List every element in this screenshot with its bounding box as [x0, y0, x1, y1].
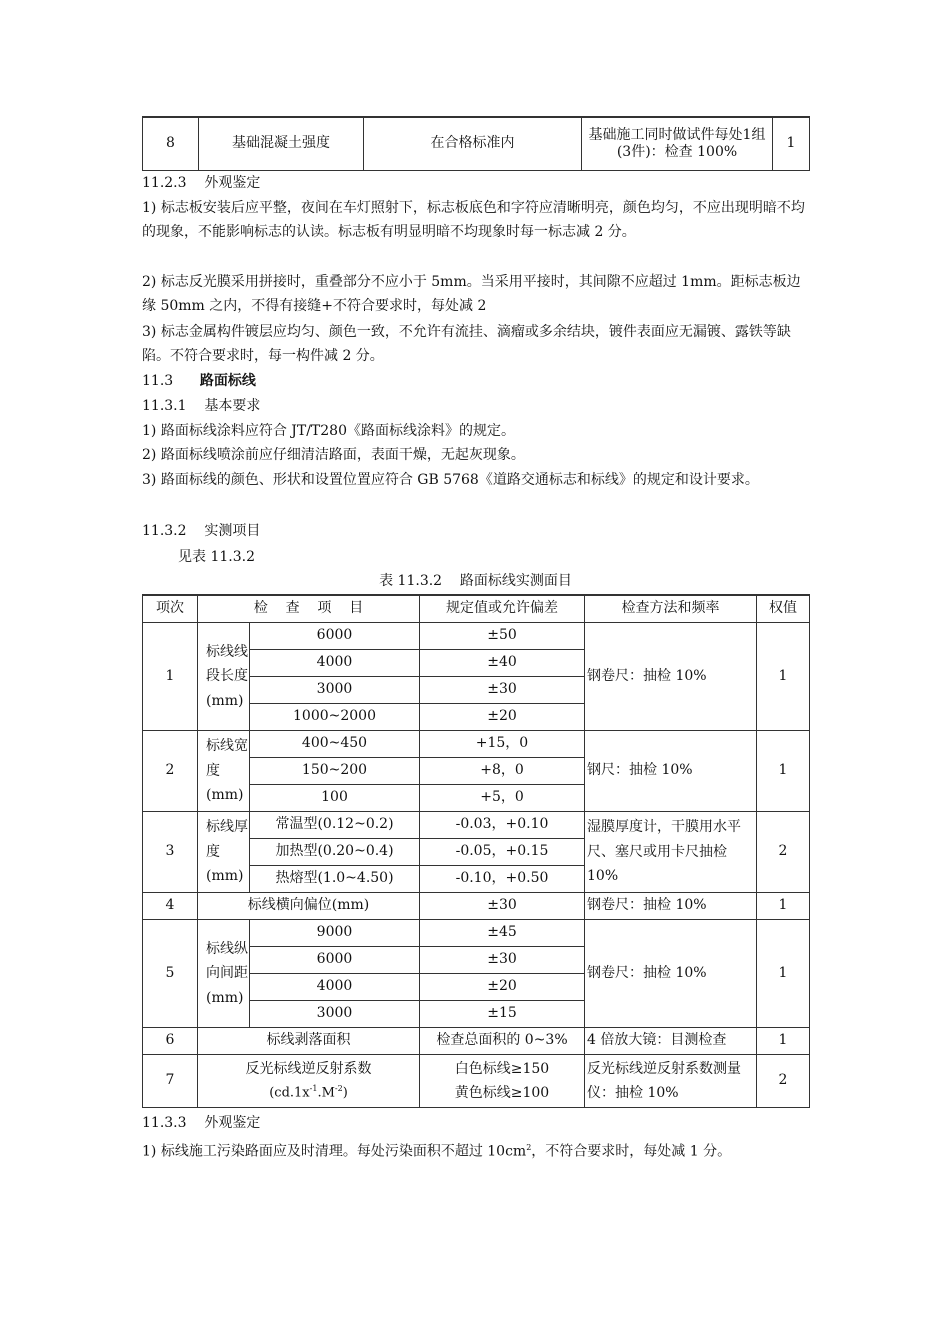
cell-tolerance: ±40: [420, 650, 585, 677]
cell-method: 钢卷尺：抽检 10%: [585, 893, 757, 920]
table-reference: 见表 11.3.2: [178, 549, 255, 565]
tolerance-white: 白色标线≥150: [454, 1060, 550, 1077]
cell-sub-item: 1000~2000: [250, 704, 420, 731]
cell-tolerance: -0.05，+0.15: [420, 839, 585, 866]
cell-tolerance: 检查总面积的 0~3%: [420, 1028, 585, 1055]
cell-method: 4 倍放大镜：目测检查: [585, 1028, 757, 1055]
cell-weight: 1: [757, 623, 810, 731]
cell-sub-item: 3000: [250, 1001, 420, 1028]
cell-weight: 1: [757, 1028, 810, 1055]
cell-tolerance: -0.03，+0.10: [420, 812, 585, 839]
cell-no: 8: [143, 117, 199, 171]
table-row: [143, 623, 810, 650]
cell-no: 6: [143, 1028, 198, 1055]
tolerance-yellow: 黄色标线≥100: [454, 1085, 550, 1101]
cell-tolerance: ±15: [420, 1001, 585, 1028]
cell-method: 钢卷尺：抽检 10%: [585, 623, 757, 731]
table-row: [143, 893, 810, 920]
paragraph: 1) 路面标线涂料应符合 JT/T280《路面标线涂料》的规定。: [142, 423, 515, 439]
cell-item-label: 标线线段长度(mm): [198, 623, 250, 731]
paragraph: 1) 标志板安装后应平整，夜间在车灯照射下，标志板底色和字符应清晰明亮，颜色均匀，不应出现明暗不均的现象，不能影响标志的认读。标志板有明显明暗不均现象时每一标志减 2 分。: [142, 200, 805, 240]
cell-weight: 2: [757, 812, 810, 893]
cell-sub-item: 4000: [250, 974, 420, 1001]
cell-tolerance: ±30: [420, 947, 585, 974]
header-tolerance: 规定值或允许偏差: [420, 595, 585, 623]
cell-item-label: 标线纵向间距(mm): [198, 920, 250, 1028]
cell-weight: 1: [757, 731, 810, 812]
cell-sub-item: 3000: [250, 677, 420, 704]
table-header-row: [143, 595, 810, 623]
cell-requirement: 在合格标准内: [364, 117, 582, 171]
cell-weight: 1: [773, 117, 810, 171]
cell-item: 标线剥落面积: [198, 1028, 420, 1055]
paragraph: 2) 路面标线喷涂前应仔细清洁路面，表面干燥，无起灰现象。: [142, 447, 525, 463]
cell-sub-item: 加热型(0.20~0.4): [250, 839, 420, 866]
cell-item: [198, 1055, 420, 1108]
paragraph: 1) 标线施工污染路面应及时清理。每处污染面积不超过 $10cm^2$，不符合要求时，每处减 1 分。: [142, 1143, 732, 1160]
section-heading-11-3-2: 11.3.2 实测项目: [142, 523, 261, 539]
cell-tolerance: +8，0: [420, 758, 585, 785]
cell-tolerance: ±50: [420, 623, 585, 650]
table-row: [143, 1028, 810, 1055]
table-caption: 表 11.3.2 路面标线实测面目: [379, 573, 572, 589]
cell-no: 1: [143, 623, 198, 731]
cell-method: 基础施工同时做试件每处1组(3件)：检查 100%: [582, 117, 773, 171]
header-no: 项次: [143, 595, 198, 623]
paragraph: 3) 标志金属构件镀层应均匀、颜色一致，不允许有流挂、滴瘤或多余结块，镀件表面应无漏镀、露铁等缺陷。不符合要求时，每一构件减 2 分。: [142, 324, 791, 364]
section-number: 11.3: [142, 373, 174, 389]
cell-tolerance: ±20: [420, 974, 585, 1001]
cell-no: 4: [143, 893, 198, 920]
cell-weight: 2: [757, 1055, 810, 1108]
cell-item: 标线横向偏位(mm): [198, 893, 420, 920]
cell-sub-item: 6000: [250, 623, 420, 650]
table-row: [143, 1055, 810, 1108]
table-row: [143, 117, 810, 171]
continuation-table: [142, 116, 810, 171]
cell-no: 2: [143, 731, 198, 812]
cell-sub-item: 6000: [250, 947, 420, 974]
section-title: 路面标线: [199, 373, 256, 389]
cell-method: 钢卷尺：抽检 10%: [585, 920, 757, 1028]
item-line: 反光标线逆反射系数: [245, 1061, 372, 1078]
table-row: [143, 812, 810, 839]
cell-method: 反光标线逆反射系数测量仪：抽检 10%: [585, 1055, 757, 1108]
cell-tolerance: ±20: [420, 704, 585, 731]
unit-line: $(cd.1x^{-1}.M^{-2})$: [269, 1083, 348, 1101]
cell-weight: 1: [757, 893, 810, 920]
cell-sub-item: 常温型(0.12~0.2): [250, 812, 420, 839]
cell-tolerance: ±30: [420, 677, 585, 704]
cell-tolerance: -0.10，+0.50: [420, 866, 585, 893]
cell-tolerance: ±30: [420, 893, 585, 920]
table-row: [143, 920, 810, 947]
paragraph: 2) 标志反光膜采用拼接时，重叠部分不应小于 5mm。当采用平接时，其间隙不应超过 1mm。距标志板边缘 50mm 之内，不得有接缝+不符合要求时，每处减 2: [142, 274, 801, 314]
header-weight: 权值: [757, 595, 810, 623]
cell-method: 湿膜厚度计，干膜用水平尺、塞尺或用卡尺抽检 10%: [585, 812, 757, 893]
cell-item: 基础混凝土强度: [199, 117, 364, 171]
paragraph: 3) 路面标线的颜色、形状和设置位置应符合 GB 5768《道路交通标志和标线》的规定和设计要求。: [142, 472, 759, 488]
cell-item-label: 标线厚度(mm): [198, 812, 250, 893]
cell-no: 7: [143, 1055, 198, 1108]
section-heading-11-2-3: 11.2.3 外观鉴定: [142, 175, 261, 191]
cell-tolerance: ±45: [420, 920, 585, 947]
table-row: [143, 731, 810, 758]
cell-sub-item: 热熔型(1.0~4.50): [250, 866, 420, 893]
cell-no: 3: [143, 812, 198, 893]
road-marking-measurement-table: [142, 594, 810, 1108]
cell-no: 5: [143, 920, 198, 1028]
cell-tolerance: +15，0: [420, 731, 585, 758]
cell-weight: 1: [757, 920, 810, 1028]
cell-sub-item: 400~450: [250, 731, 420, 758]
cell-tolerance: +5，0: [420, 785, 585, 812]
cell-tolerance: [420, 1055, 585, 1108]
section-heading-11-3: [142, 370, 256, 392]
section-heading-11-3-1: 11.3.1 基本要求: [142, 398, 261, 414]
header-item: 检 查 项 目: [198, 595, 420, 623]
cell-item-label: 标线宽度(mm): [198, 731, 250, 812]
cell-sub-item: 100: [250, 785, 420, 812]
cell-sub-item: 9000: [250, 920, 420, 947]
header-method: 检查方法和频率: [585, 595, 757, 623]
cell-method: 钢尺：抽检 10%: [585, 731, 757, 812]
cell-sub-item: 150~200: [250, 758, 420, 785]
section-heading-11-3-3: 11.3.3 外观鉴定: [142, 1115, 261, 1131]
cell-sub-item: 4000: [250, 650, 420, 677]
